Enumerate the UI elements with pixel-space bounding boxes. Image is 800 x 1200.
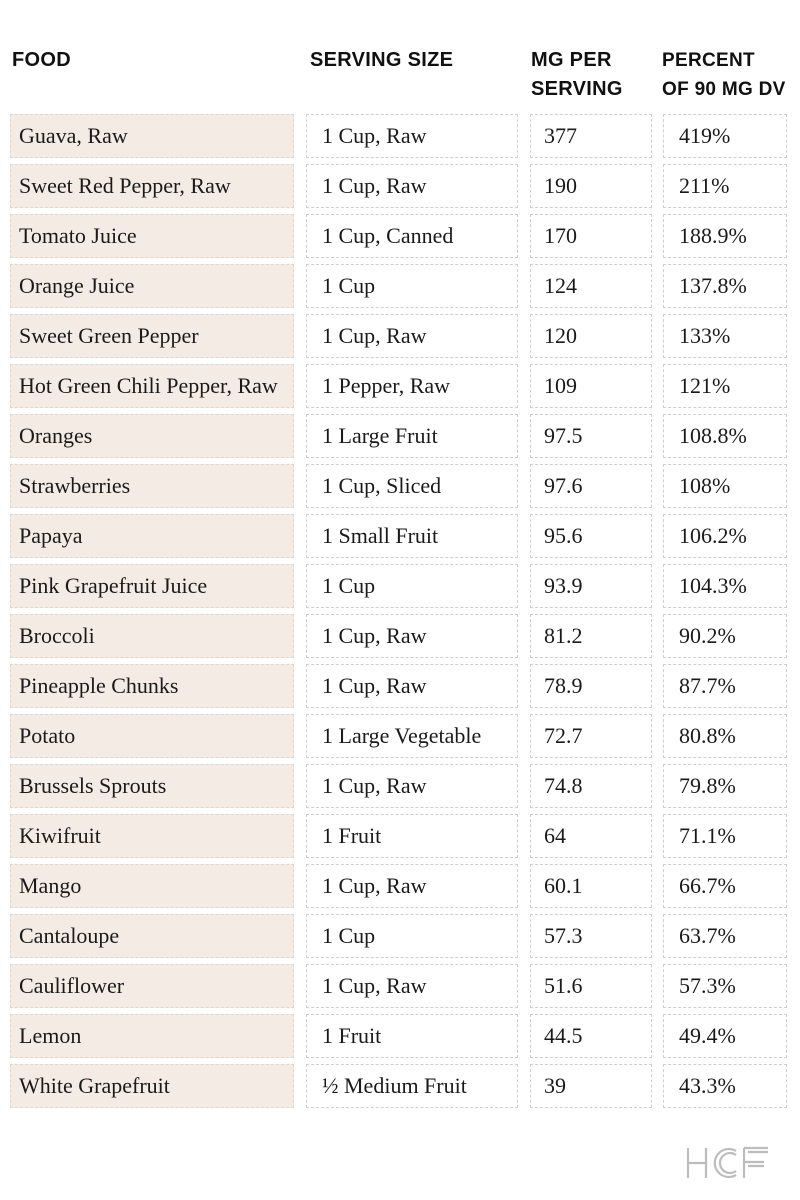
serving-size-cell: 1 Cup, Raw: [306, 864, 518, 908]
percent-dv-cell: 108.8%: [663, 414, 787, 458]
table-row: [0, 712, 800, 762]
mg-per-serving-cell: 64: [530, 814, 652, 858]
mg-per-serving-cell: 170: [530, 214, 652, 258]
column-header-mg-per-serving: [531, 46, 623, 104]
percent-dv-cell: 90.2%: [663, 614, 787, 658]
column-header-pct-line2: OF 90 MG DV: [662, 79, 786, 100]
mg-per-serving-cell: 74.8: [530, 764, 652, 808]
food-cell: Pink Grapefruit Juice: [10, 564, 294, 608]
table-row: [0, 212, 800, 262]
table-row: [0, 612, 800, 662]
mg-per-serving-cell: 97.5: [530, 414, 652, 458]
percent-dv-cell: 80.8%: [663, 714, 787, 758]
serving-size-cell: 1 Cup: [306, 264, 518, 308]
table-row: [0, 862, 800, 912]
percent-dv-cell: 137.8%: [663, 264, 787, 308]
mg-per-serving-cell: 97.6: [530, 464, 652, 508]
mg-per-serving-cell: 57.3: [530, 914, 652, 958]
mg-per-serving-cell: 93.9: [530, 564, 652, 608]
percent-dv-cell: 188.9%: [663, 214, 787, 258]
mg-per-serving-cell: 51.6: [530, 964, 652, 1008]
food-cell: Tomato Juice: [10, 214, 294, 258]
table-row: [0, 162, 800, 212]
percent-dv-cell: 419%: [663, 114, 787, 158]
food-cell: Sweet Green Pepper: [10, 314, 294, 358]
percent-dv-cell: 79.8%: [663, 764, 787, 808]
table-row: [0, 812, 800, 862]
percent-dv-cell: 133%: [663, 314, 787, 358]
serving-size-cell: 1 Small Fruit: [306, 514, 518, 558]
food-cell: Guava, Raw: [10, 114, 294, 158]
percent-dv-cell: 66.7%: [663, 864, 787, 908]
table-row: [0, 562, 800, 612]
table-row: [0, 1062, 800, 1112]
percent-dv-cell: 71.1%: [663, 814, 787, 858]
serving-size-cell: 1 Cup: [306, 564, 518, 608]
mg-per-serving-cell: 109: [530, 364, 652, 408]
serving-size-cell: 1 Cup, Raw: [306, 164, 518, 208]
mg-per-serving-cell: 124: [530, 264, 652, 308]
column-header-serving-size: SERVING SIZE: [310, 49, 454, 71]
table-header: [0, 46, 800, 106]
percent-dv-cell: 104.3%: [663, 564, 787, 608]
food-cell: Strawberries: [10, 464, 294, 508]
table-row: [0, 762, 800, 812]
mg-per-serving-cell: 60.1: [530, 864, 652, 908]
food-cell: Hot Green Chili Pepper, Raw: [10, 364, 294, 408]
food-cell: Lemon: [10, 1014, 294, 1058]
table-row: [0, 462, 800, 512]
percent-dv-cell: 63.7%: [663, 914, 787, 958]
serving-size-cell: 1 Cup, Canned: [306, 214, 518, 258]
table-row: [0, 112, 800, 162]
serving-size-cell: 1 Cup, Raw: [306, 314, 518, 358]
table-row: [0, 512, 800, 562]
mg-per-serving-cell: 95.6: [530, 514, 652, 558]
serving-size-cell: 1 Cup, Raw: [306, 614, 518, 658]
table-row: [0, 662, 800, 712]
column-header-food: FOOD: [12, 49, 71, 71]
food-cell: Cantaloupe: [10, 914, 294, 958]
column-header-percent-dv: [662, 46, 786, 104]
food-cell: Cauliflower: [10, 964, 294, 1008]
table-row: [0, 1012, 800, 1062]
percent-dv-cell: 43.3%: [663, 1064, 787, 1108]
table-row: [0, 362, 800, 412]
mg-per-serving-cell: 78.9: [530, 664, 652, 708]
mg-per-serving-cell: 377: [530, 114, 652, 158]
food-cell: White Grapefruit: [10, 1064, 294, 1108]
serving-size-cell: 1 Fruit: [306, 814, 518, 858]
food-cell: Oranges: [10, 414, 294, 458]
serving-size-cell: 1 Cup, Raw: [306, 764, 518, 808]
percent-dv-cell: 49.4%: [663, 1014, 787, 1058]
serving-size-cell: 1 Cup, Raw: [306, 114, 518, 158]
column-header-pct-line1: PERCENT: [662, 50, 755, 71]
mg-per-serving-cell: 39: [530, 1064, 652, 1108]
food-cell: Broccoli: [10, 614, 294, 658]
serving-size-cell: 1 Cup: [306, 914, 518, 958]
percent-dv-cell: 106.2%: [663, 514, 787, 558]
percent-dv-cell: 211%: [663, 164, 787, 208]
table-row: [0, 262, 800, 312]
food-cell: Mango: [10, 864, 294, 908]
serving-size-cell: 1 Cup, Raw: [306, 664, 518, 708]
vitamin-c-table: [0, 112, 800, 1112]
column-header-mg-line2: SERVING: [531, 78, 623, 100]
serving-size-cell: 1 Large Fruit: [306, 414, 518, 458]
serving-size-cell: 1 Pepper, Raw: [306, 364, 518, 408]
food-cell: Orange Juice: [10, 264, 294, 308]
serving-size-cell: 1 Cup, Raw: [306, 964, 518, 1008]
table-row: [0, 912, 800, 962]
serving-size-cell: 1 Cup, Sliced: [306, 464, 518, 508]
food-cell: Pineapple Chunks: [10, 664, 294, 708]
percent-dv-cell: 121%: [663, 364, 787, 408]
mg-per-serving-cell: 190: [530, 164, 652, 208]
mg-per-serving-cell: 44.5: [530, 1014, 652, 1058]
percent-dv-cell: 108%: [663, 464, 787, 508]
food-cell: Papaya: [10, 514, 294, 558]
percent-dv-cell: 57.3%: [663, 964, 787, 1008]
food-cell: Kiwifruit: [10, 814, 294, 858]
column-header-mg-line1: MG PER: [531, 49, 612, 71]
food-cell: Sweet Red Pepper, Raw: [10, 164, 294, 208]
serving-size-cell: ½ Medium Fruit: [306, 1064, 518, 1108]
mg-per-serving-cell: 120: [530, 314, 652, 358]
serving-size-cell: 1 Large Vegetable: [306, 714, 518, 758]
table-row: [0, 412, 800, 462]
mg-per-serving-cell: 81.2: [530, 614, 652, 658]
food-cell: Brussels Sprouts: [10, 764, 294, 808]
serving-size-cell: 1 Fruit: [306, 1014, 518, 1058]
mg-per-serving-cell: 72.7: [530, 714, 652, 758]
table-row: [0, 312, 800, 362]
percent-dv-cell: 87.7%: [663, 664, 787, 708]
table-row: [0, 962, 800, 1012]
hcf-logo: [686, 1145, 772, 1181]
food-cell: Potato: [10, 714, 294, 758]
